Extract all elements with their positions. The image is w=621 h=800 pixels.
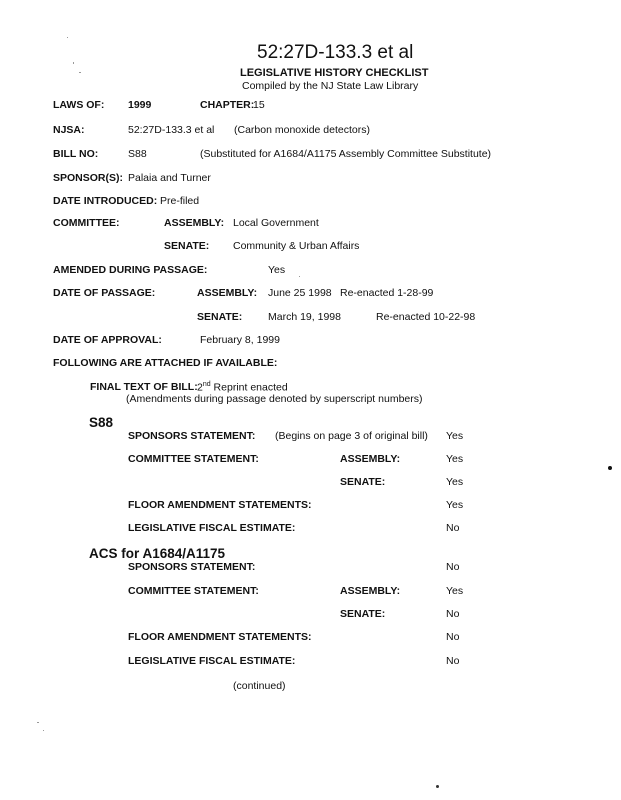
committee-senate-label: SENATE:	[164, 240, 210, 252]
laws-of-value: 1999	[128, 99, 152, 111]
bill-no-label: BILL NO:	[53, 148, 99, 160]
acs-floor-amendment-label: FLOOR AMENDMENT STATEMENTS:	[128, 631, 312, 643]
compiled-by: Compiled by the NJ State Law Library	[242, 80, 419, 92]
final-text-label: FINAL TEXT OF BILL:	[90, 381, 198, 393]
acs-floor-amendment-value: No	[446, 631, 460, 643]
sponsors-label: SPONSOR(S):	[53, 172, 124, 184]
bill-no-note: (Substituted for A1684/A1175 Assembly Committee Substitute)	[200, 148, 492, 160]
scan-speck	[73, 62, 74, 64]
passage-senate-reenacted: Re-enacted 10-22-98	[376, 311, 476, 323]
final-text-value: 2nd Reprint enacted	[197, 381, 288, 394]
laws-of-label: LAWS OF:	[53, 99, 105, 111]
njsa-value: 52:27D-133.3 et al	[128, 124, 215, 136]
s88-committee-senate-value: Yes	[446, 476, 464, 488]
passage-assembly-label: ASSEMBLY:	[197, 287, 258, 299]
s88-fiscal-estimate-label: LEGISLATIVE FISCAL ESTIMATE:	[128, 522, 296, 534]
s88-committee-senate-label: SENATE:	[340, 476, 386, 488]
final-text-note: (Amendments during passage denoted by superscript numbers)	[126, 393, 423, 405]
s88-floor-amendment-label: FLOOR AMENDMENT STATEMENTS:	[128, 499, 312, 511]
date-of-approval-label: DATE OF APPROVAL:	[53, 334, 162, 346]
acs-committee-senate-label: SENATE:	[340, 608, 386, 620]
acs-committee-assembly-label: ASSEMBLY:	[340, 585, 401, 597]
amended-value: Yes	[268, 264, 286, 276]
committee-assembly-label: ASSEMBLY:	[164, 217, 225, 229]
passage-assembly-reenacted: Re-enacted 1-28-99	[340, 287, 434, 299]
acs-committee-statement-label: COMMITTEE STATEMENT:	[128, 585, 259, 597]
committee-assembly-value: Local Government	[233, 217, 319, 229]
scan-speck	[299, 276, 300, 277]
sponsors-value: Palaia and Turner	[128, 172, 211, 184]
committee-senate-value: Community & Urban Affairs	[233, 240, 360, 252]
njsa-label: NJSA:	[53, 124, 85, 136]
statute-title: 52:27D-133.3 et al	[257, 42, 414, 63]
committee-label: COMMITTEE:	[53, 217, 120, 229]
passage-assembly-value: June 25 1998	[268, 287, 332, 299]
acs-heading: ACS for A1684/A1175	[89, 546, 226, 561]
date-introduced-value: Pre-filed	[160, 195, 200, 207]
acs-committee-assembly-value: Yes	[446, 585, 464, 597]
s88-committee-assembly-label: ASSEMBLY:	[340, 453, 401, 465]
document-title: LEGISLATIVE HISTORY CHECKLIST	[240, 67, 429, 79]
s88-fiscal-estimate-value: No	[446, 522, 460, 534]
s88-sponsors-statement-note: (Begins on page 3 of original bill)	[275, 430, 428, 442]
acs-committee-senate-value: No	[446, 608, 460, 620]
acs-fiscal-estimate-label: LEGISLATIVE FISCAL ESTIMATE:	[128, 655, 296, 667]
acs-sponsors-statement-value: No	[446, 561, 460, 573]
chapter-value: 15	[253, 99, 265, 111]
date-introduced-label: DATE INTRODUCED:	[53, 195, 158, 207]
s88-sponsors-statement-value: Yes	[446, 430, 464, 442]
date-of-approval-value: February 8, 1999	[200, 334, 280, 346]
chapter-label: CHAPTER:	[200, 99, 255, 111]
amended-label: AMENDED DURING PASSAGE:	[53, 264, 208, 276]
njsa-note: (Carbon monoxide detectors)	[234, 124, 370, 136]
passage-senate-label: SENATE:	[197, 311, 243, 323]
scan-speck	[436, 785, 439, 788]
s88-committee-assembly-value: Yes	[446, 453, 464, 465]
s88-floor-amendment-value: Yes	[446, 499, 464, 511]
bill-no-value: S88	[128, 148, 147, 160]
acs-fiscal-estimate-value: No	[446, 655, 460, 667]
continued-note: (continued)	[233, 680, 286, 692]
s88-committee-statement-label: COMMITTEE STATEMENT:	[128, 453, 259, 465]
scan-speck	[608, 466, 612, 470]
scan-speck	[79, 72, 81, 73]
acs-sponsors-statement-label: SPONSORS STATEMENT:	[128, 561, 256, 573]
date-of-passage-label: DATE OF PASSAGE:	[53, 287, 156, 299]
scan-speck	[37, 722, 39, 723]
s88-sponsors-statement-label: SPONSORS STATEMENT:	[128, 430, 256, 442]
attached-heading: FOLLOWING ARE ATTACHED IF AVAILABLE:	[53, 357, 278, 369]
scan-speck	[43, 730, 44, 731]
s88-heading: S88	[89, 415, 114, 430]
scan-speck	[67, 37, 68, 38]
passage-senate-value: March 19, 1998	[268, 311, 341, 323]
